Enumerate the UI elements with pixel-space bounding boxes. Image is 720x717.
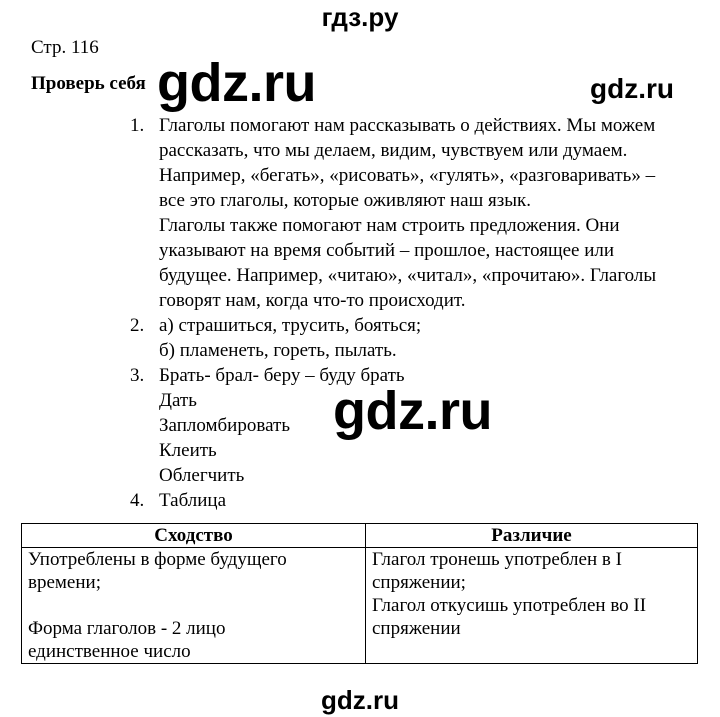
list-item-4	[130, 488, 700, 513]
section-heading: Проверь себя	[31, 73, 146, 94]
text-line: а) страшиться, трусить, бояться;	[159, 315, 422, 336]
text-line: Таблица	[159, 490, 227, 511]
watermark-large-top: gdz.ru	[157, 53, 316, 113]
list-number: 4.	[130, 490, 145, 511]
comparison-table	[21, 523, 698, 664]
watermark-small-right: gdz.ru	[590, 73, 674, 104]
list-number: 2.	[130, 315, 145, 336]
cell-spacer	[28, 594, 359, 617]
cell-line: Форма глаголов - 2 лицо	[28, 618, 226, 639]
text-line: будущее. Например, «читаю», «читал», «прочитаю». Глаголы	[159, 265, 657, 286]
site-header-label[interactable]: гдз.ру	[321, 2, 399, 32]
cell-line: спряжении;	[372, 572, 466, 593]
text-line: б) пламенеть, гореть, пылать.	[159, 340, 397, 361]
similarity-cell	[22, 548, 366, 664]
list-item-2	[130, 313, 700, 363]
text-line: рассказать, что мы делаем, видим, чувствуем или думаем.	[159, 140, 628, 161]
text-line: говорят нам, когда что-то происходит.	[159, 290, 466, 311]
cell-line: Глагол откусишь употреблен во II	[372, 595, 647, 616]
table-header-similarity: Сходство	[22, 524, 366, 548]
cell-line: Употреблены в форме будущего	[28, 549, 287, 570]
page-number: Стр. 116	[31, 37, 99, 58]
cell-line: единственное число	[28, 641, 191, 662]
text-line: Клеить	[159, 440, 217, 461]
text-line: Облегчить	[159, 465, 245, 486]
text-line: указывают на время событий – прошлое, настоящее или	[159, 240, 615, 261]
watermark-large-middle: gdz.ru	[333, 381, 492, 441]
list-number: 1.	[130, 115, 145, 136]
cell-line: спряжении	[372, 618, 461, 639]
text-line: Например, «бегать», «рисовать», «гулять», «разговаривать» –	[159, 165, 656, 186]
table-header-difference: Различие	[366, 524, 698, 548]
table-row	[22, 548, 698, 664]
text-line: все это глаголы, которые оживляют наш язык.	[159, 190, 531, 211]
text-line: Глаголы помогают нам рассказывать о действиях. Мы можем	[159, 115, 656, 136]
list-number: 3.	[130, 365, 145, 386]
site-footer-label[interactable]: gdz.ru	[321, 685, 399, 715]
cell-line: времени;	[28, 572, 101, 593]
text-line: Брать- брал- беру – буду брать	[159, 365, 405, 386]
text-line: Запломбировать	[159, 415, 290, 436]
answer-list	[130, 113, 700, 513]
list-item-1	[130, 113, 700, 313]
text-line: Глаголы также помогают нам строить предложения. Они	[159, 215, 620, 236]
cell-line: Глагол тронешь употреблен в I	[372, 549, 622, 570]
difference-cell	[366, 548, 698, 664]
text-line: Дать	[159, 390, 197, 411]
